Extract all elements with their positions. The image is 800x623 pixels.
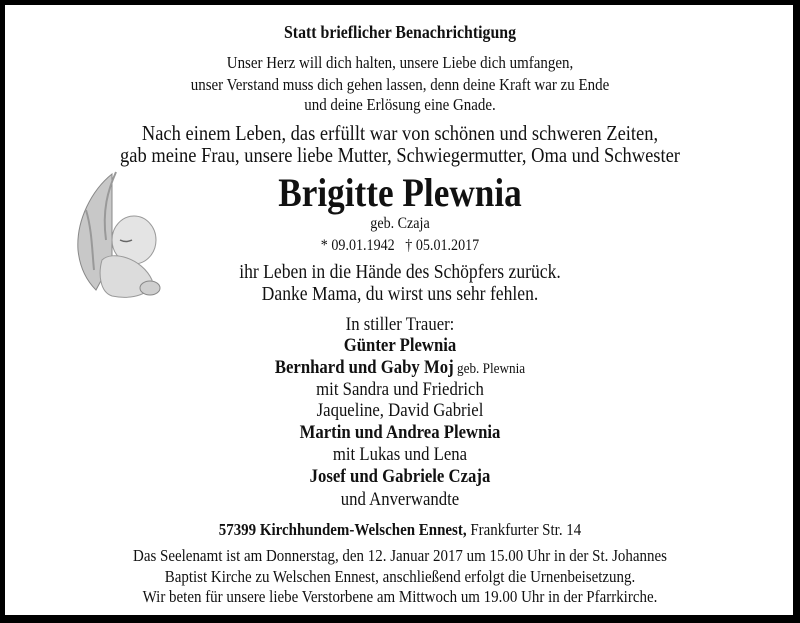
mourner: Günter Plewnia	[343, 335, 457, 356]
service-line: Wir beten für unsere liebe Verstorbene am Mittwoch um 19.00 Uhr in der Pfarrkirche.	[142, 587, 658, 606]
mourner-name: Bernhard und Gaby Moj	[274, 357, 454, 378]
heading: Statt brieflicher Benachrichtigung	[283, 22, 517, 42]
mourner	[48, 357, 752, 380]
mourner-children: mit Sandra und Friedrich	[316, 379, 484, 400]
address-city: 57399 Kirchhundem-Welschen Ennest,	[218, 520, 467, 539]
mourner-children: mit Lukas und Lena	[332, 444, 468, 465]
life-dates: * 09.01.1942 † 05.01.2017	[320, 237, 480, 254]
mourner-children: Jaqueline, David Gabriel	[316, 400, 484, 421]
poem-line: unser Verstand muss dich gehen lassen, denn deine Kraft war zu Ende	[190, 75, 610, 94]
address	[48, 519, 752, 541]
deceased-name: Brigitte Plewnia	[278, 170, 522, 215]
poem-line: und deine Erlösung eine Gnade.	[304, 95, 496, 114]
intro-line: gab meine Frau, unsere liebe Mutter, Schwiegermutter, Oma und Schwester	[120, 143, 680, 167]
poem-line: Unser Herz will dich halten, unsere Liebe dich umfangen,	[226, 53, 574, 72]
intro-line: Nach einem Leben, das erfüllt war von schönen und schweren Zeiten,	[141, 121, 659, 145]
address-street: Frankfurter Str. 14	[466, 520, 582, 539]
mourner-note: geb. Plewnia	[453, 361, 526, 377]
service-line: Baptist Kirche zu Welschen Ennest, anschließend erfolgt die Urnenbeisetzung.	[164, 567, 636, 586]
closing-line: Danke Mama, du wirst uns sehr fehlen.	[261, 283, 539, 305]
mourner: Josef und Gabriele Czaja	[309, 466, 491, 487]
mourner: Martin und Andrea Plewnia	[299, 422, 501, 443]
mourning-intro: In stiller Trauer:	[345, 314, 455, 335]
maiden-name: geb. Czaja	[370, 215, 430, 232]
service-line: Das Seelenamt ist am Donnerstag, den 12. Januar 2017 um 15.00 Uhr in der St. Johannes	[133, 546, 667, 565]
closing-line: ihr Leben in die Hände des Schöpfers zurück.	[239, 261, 561, 283]
mourner-relatives: und Anverwandte	[340, 489, 460, 510]
